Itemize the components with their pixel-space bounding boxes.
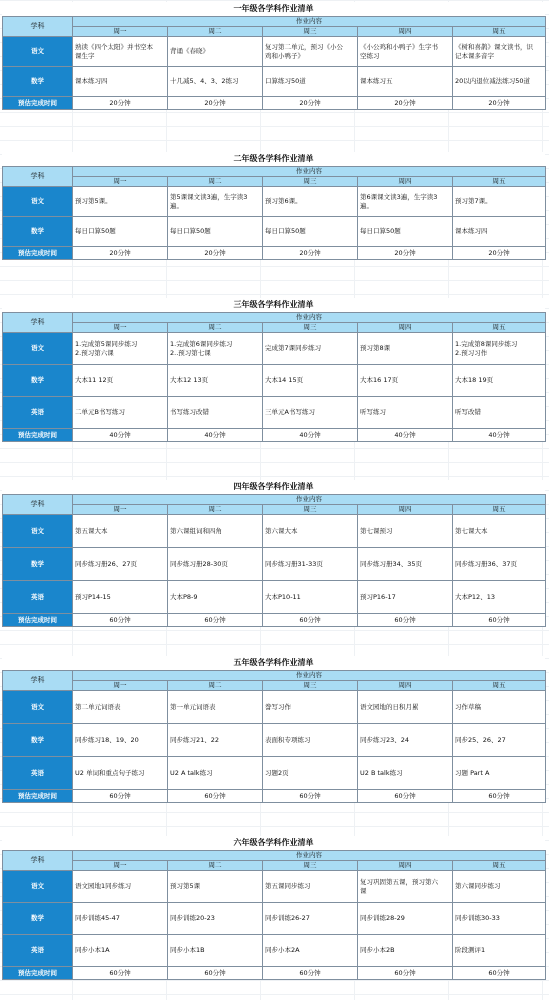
time-cell: 40分钟 [168,429,263,442]
time-cell: 60分钟 [358,967,453,980]
time-cell: 60分钟 [263,790,358,803]
day-header: 周四 [358,505,453,515]
homework-cell: 习题2页 [263,757,358,790]
time-cell: 20分钟 [358,97,453,110]
day-header: 周三 [263,861,358,871]
homework-cell: 预习P14-15 [73,581,168,614]
time-cell: 20分钟 [168,97,263,110]
section-title: 五年级各学科作业清单 [2,656,545,670]
homework-cell: 同步练习册31-33页 [263,548,358,581]
day-header: 周一 [73,505,168,515]
time-row [3,97,546,110]
time-row [3,429,546,442]
homework-cell: 第五课同步练习 [263,871,358,903]
time-row [3,247,546,260]
day-header-row [3,27,546,37]
day-header: 周二 [168,681,263,691]
homework-table [2,312,546,442]
subject-label: 语文 [3,37,73,67]
homework-cell: 同步小本1A [73,935,168,967]
subject-label: 语文 [3,515,73,548]
time-row [3,967,546,980]
day-header: 周二 [168,177,263,187]
day-header: 周三 [263,681,358,691]
homework-cell: 第5课课文读3遍，生字读3 遍。 [168,187,263,217]
homework-cell: 每日口算50题 [73,217,168,247]
homework-cell: 复习巩固第五课，预习第六 课 [358,871,453,903]
homework-cell: 第一单元词语表 [168,691,263,724]
homework-cell: 同步练习册36、37页 [453,548,546,581]
subject-label: 语文 [3,333,73,365]
grade-section [2,656,545,803]
subject-row [3,187,546,217]
content-header: 作业内容 [73,495,546,505]
time-label: 预估完成时间 [3,97,73,110]
section-title: 三年级各学科作业清单 [2,298,545,312]
homework-cell: 十几减5、4、3、2练习 [168,67,263,97]
homework-cell: 同步练习18、19、20 [73,724,168,757]
homework-cell: 同步练习21、22 [168,724,263,757]
time-cell: 40分钟 [453,429,546,442]
homework-cell: 同步练习册26、27页 [73,548,168,581]
time-cell: 60分钟 [168,967,263,980]
day-header-row [3,861,546,871]
grade-section [2,298,545,442]
time-cell: 60分钟 [453,790,546,803]
homework-cell: 每日口算50题 [168,217,263,247]
subject-row [3,397,546,429]
time-cell: 20分钟 [168,247,263,260]
subject-row [3,365,546,397]
time-cell: 20分钟 [358,247,453,260]
grade-section [2,152,545,260]
day-header-row [3,681,546,691]
subject-row [3,903,546,935]
section-title: 一年级各学科作业清单 [2,2,545,16]
subject-label: 英语 [3,935,73,967]
time-row [3,614,546,627]
subject-header: 学科 [3,851,73,871]
time-cell: 60分钟 [358,790,453,803]
homework-cell: 背诵《春晓》 [168,37,263,67]
header-row [3,17,546,27]
homework-cell: 第七课大本 [453,515,546,548]
homework-cell: 大本P12、13 [453,581,546,614]
homework-cell: 大本11 12页 [73,365,168,397]
homework-cell: 复习第二单元，预习《小公 鸡和小鸭子》 [263,37,358,67]
day-header: 周三 [263,505,358,515]
homework-cell: 第五课大本 [73,515,168,548]
grade-section [2,480,545,627]
homework-table [2,670,546,803]
time-cell: 40分钟 [358,429,453,442]
homework-cell: 完成第7课同步练习 [263,333,358,365]
subject-header: 学科 [3,671,73,691]
subject-row [3,548,546,581]
homework-cell: 同步练习册34、35页 [358,548,453,581]
homework-cell: 大本P10-11 [263,581,358,614]
content-header: 作业内容 [73,851,546,861]
subject-row [3,757,546,790]
day-header: 周四 [358,681,453,691]
time-label: 预估完成时间 [3,967,73,980]
homework-cell: 第6课课文读3遍，生字读3 遍。 [358,187,453,217]
homework-table [2,16,546,110]
homework-cell: 预习第6课。 [263,187,358,217]
day-header: 周三 [263,27,358,37]
homework-cell: 语文园地1同步练习 [73,871,168,903]
section-title: 四年级各学科作业清单 [2,480,545,494]
day-header: 周五 [453,505,546,515]
header-row [3,495,546,505]
day-header: 周四 [358,177,453,187]
subject-label: 英语 [3,757,73,790]
time-cell: 40分钟 [263,429,358,442]
subject-label: 语文 [3,871,73,903]
day-header: 周五 [453,861,546,871]
homework-cell: 同步小本1B [168,935,263,967]
homework-cell: U2 A talk练习 [168,757,263,790]
subject-label: 数学 [3,217,73,247]
subject-header: 学科 [3,495,73,515]
homework-cell: 听写练习 [358,397,453,429]
homework-cell: U2 单词和重点句子练习 [73,757,168,790]
homework-cell: 第六课同步练习 [453,871,546,903]
header-row [3,671,546,681]
homework-cell: 预习第8课 [358,333,453,365]
homework-cell: 熟读《四个太阳》并书空本 课生字 [73,37,168,67]
homework-cell: 每日口算50题 [263,217,358,247]
homework-cell: 同步小本2B [358,935,453,967]
homework-cell: 三单元A书写练习 [263,397,358,429]
time-cell: 20分钟 [453,247,546,260]
time-cell: 20分钟 [73,247,168,260]
homework-cell: 1.完成第6课同步练习 2..预习第七课 [168,333,263,365]
subject-row [3,217,546,247]
day-header-row [3,177,546,187]
day-header: 周二 [168,505,263,515]
time-cell: 60分钟 [73,967,168,980]
day-header: 周一 [73,681,168,691]
time-cell: 60分钟 [73,614,168,627]
homework-cell: 习题 Part A [453,757,546,790]
day-header: 周四 [358,861,453,871]
homework-cell: 大本14 15页 [263,365,358,397]
time-cell: 40分钟 [73,429,168,442]
homework-cell: 课本练习四 [73,67,168,97]
time-cell: 60分钟 [358,614,453,627]
time-label: 预估完成时间 [3,614,73,627]
header-row [3,851,546,861]
time-row [3,790,546,803]
subject-label: 英语 [3,397,73,429]
homework-cell: 《树和喜鹊》课文读书，识 记本课多音字 [453,37,546,67]
day-header: 周一 [73,323,168,333]
homework-cell: 二单元B书写练习 [73,397,168,429]
homework-cell: 同步训练30-33 [453,903,546,935]
content-header: 作业内容 [73,313,546,323]
homework-table [2,166,546,260]
homework-cell: 语文园地的日积月累 [358,691,453,724]
time-cell: 60分钟 [263,614,358,627]
homework-cell: 同步小本2A [263,935,358,967]
homework-cell: 预习P16-17 [358,581,453,614]
subject-header: 学科 [3,167,73,187]
homework-cell: 阶段测评1 [453,935,546,967]
grade-section [2,836,545,980]
subject-row [3,67,546,97]
day-header: 周三 [263,177,358,187]
homework-cell: 同步训练45-47 [73,903,168,935]
time-cell: 20分钟 [73,97,168,110]
homework-cell: 20以内退位减法练习50道 [453,67,546,97]
homework-cell: 课本练习四 [453,217,546,247]
homework-cell: 同步训练28-29 [358,903,453,935]
homework-cell: 预习第7课。 [453,187,546,217]
day-header: 周一 [73,27,168,37]
subject-header: 学科 [3,313,73,333]
content-header: 作业内容 [73,17,546,27]
section-title: 二年级各学科作业清单 [2,152,545,166]
day-header: 周二 [168,27,263,37]
homework-cell: 习作草稿 [453,691,546,724]
homework-table [2,850,546,980]
time-cell: 60分钟 [168,614,263,627]
homework-cell: 大本12 13页 [168,365,263,397]
homework-cell: 每日口算50题 [358,217,453,247]
day-header: 周五 [453,177,546,187]
homework-cell: 誊写习作 [263,691,358,724]
day-header: 周三 [263,323,358,333]
content-header: 作业内容 [73,167,546,177]
day-header: 周一 [73,861,168,871]
subject-row [3,581,546,614]
time-cell: 60分钟 [453,967,546,980]
homework-cell: 同步训练20-23 [168,903,263,935]
time-label: 预估完成时间 [3,429,73,442]
header-row [3,167,546,177]
homework-cell: 预习第5课 [168,871,263,903]
time-cell: 60分钟 [73,790,168,803]
grade-section [2,2,545,110]
homework-cell: 书写练习改错 [168,397,263,429]
time-cell: 20分钟 [453,97,546,110]
subject-label: 数学 [3,67,73,97]
subject-header: 学科 [3,17,73,37]
homework-cell: 大本16 17页 [358,365,453,397]
subject-row [3,724,546,757]
homework-cell: 1.完成第5课同步练习 2.预习第六课 [73,333,168,365]
homework-cell: 同步训练26-27 [263,903,358,935]
homework-cell: 同步练习册28-30页 [168,548,263,581]
homework-cell: 第二单元词语表 [73,691,168,724]
homework-cell: 《小公鸡和小鸭子》生字书 空练习 [358,37,453,67]
homework-cell: 大本18 19页 [453,365,546,397]
homework-cell: 听写改错 [453,397,546,429]
time-cell: 60分钟 [263,967,358,980]
day-header-row [3,505,546,515]
subject-row [3,691,546,724]
homework-table [2,494,546,627]
homework-cell: 同步练习23、24 [358,724,453,757]
subject-label: 语文 [3,187,73,217]
homework-cell: 口算练习50道 [263,67,358,97]
subject-label: 数学 [3,724,73,757]
homework-cell: 第六课大本 [263,515,358,548]
time-cell: 20分钟 [263,247,358,260]
homework-cell: 第七课预习 [358,515,453,548]
day-header: 周二 [168,861,263,871]
homework-cell: 1.完成第8课同步练习 2.预习习作 [453,333,546,365]
section-title: 六年级各学科作业清单 [2,836,545,850]
subject-label: 数学 [3,903,73,935]
day-header: 周一 [73,177,168,187]
time-cell: 60分钟 [168,790,263,803]
homework-cell: 同步25、26、27 [453,724,546,757]
subject-label: 英语 [3,581,73,614]
content-header: 作业内容 [73,671,546,681]
time-cell: 60分钟 [453,614,546,627]
time-label: 预估完成时间 [3,790,73,803]
day-header-row [3,323,546,333]
homework-cell: 课本练习五 [358,67,453,97]
subject-row [3,871,546,903]
subject-row [3,333,546,365]
subject-row [3,935,546,967]
homework-cell: 预习第5课。 [73,187,168,217]
day-header: 周五 [453,681,546,691]
subject-row [3,37,546,67]
day-header: 周五 [453,27,546,37]
time-label: 预估完成时间 [3,247,73,260]
day-header: 周二 [168,323,263,333]
day-header: 周四 [358,27,453,37]
homework-cell: 大本P8-9 [168,581,263,614]
homework-cell: 第六课组词和四角 [168,515,263,548]
subject-label: 数学 [3,548,73,581]
day-header: 周五 [453,323,546,333]
homework-cell: U2 B talk练习 [358,757,453,790]
subject-row [3,515,546,548]
time-cell: 20分钟 [263,97,358,110]
header-row [3,313,546,323]
homework-cell: 表面积专项练习 [263,724,358,757]
day-header: 周四 [358,323,453,333]
subject-label: 语文 [3,691,73,724]
subject-label: 数学 [3,365,73,397]
